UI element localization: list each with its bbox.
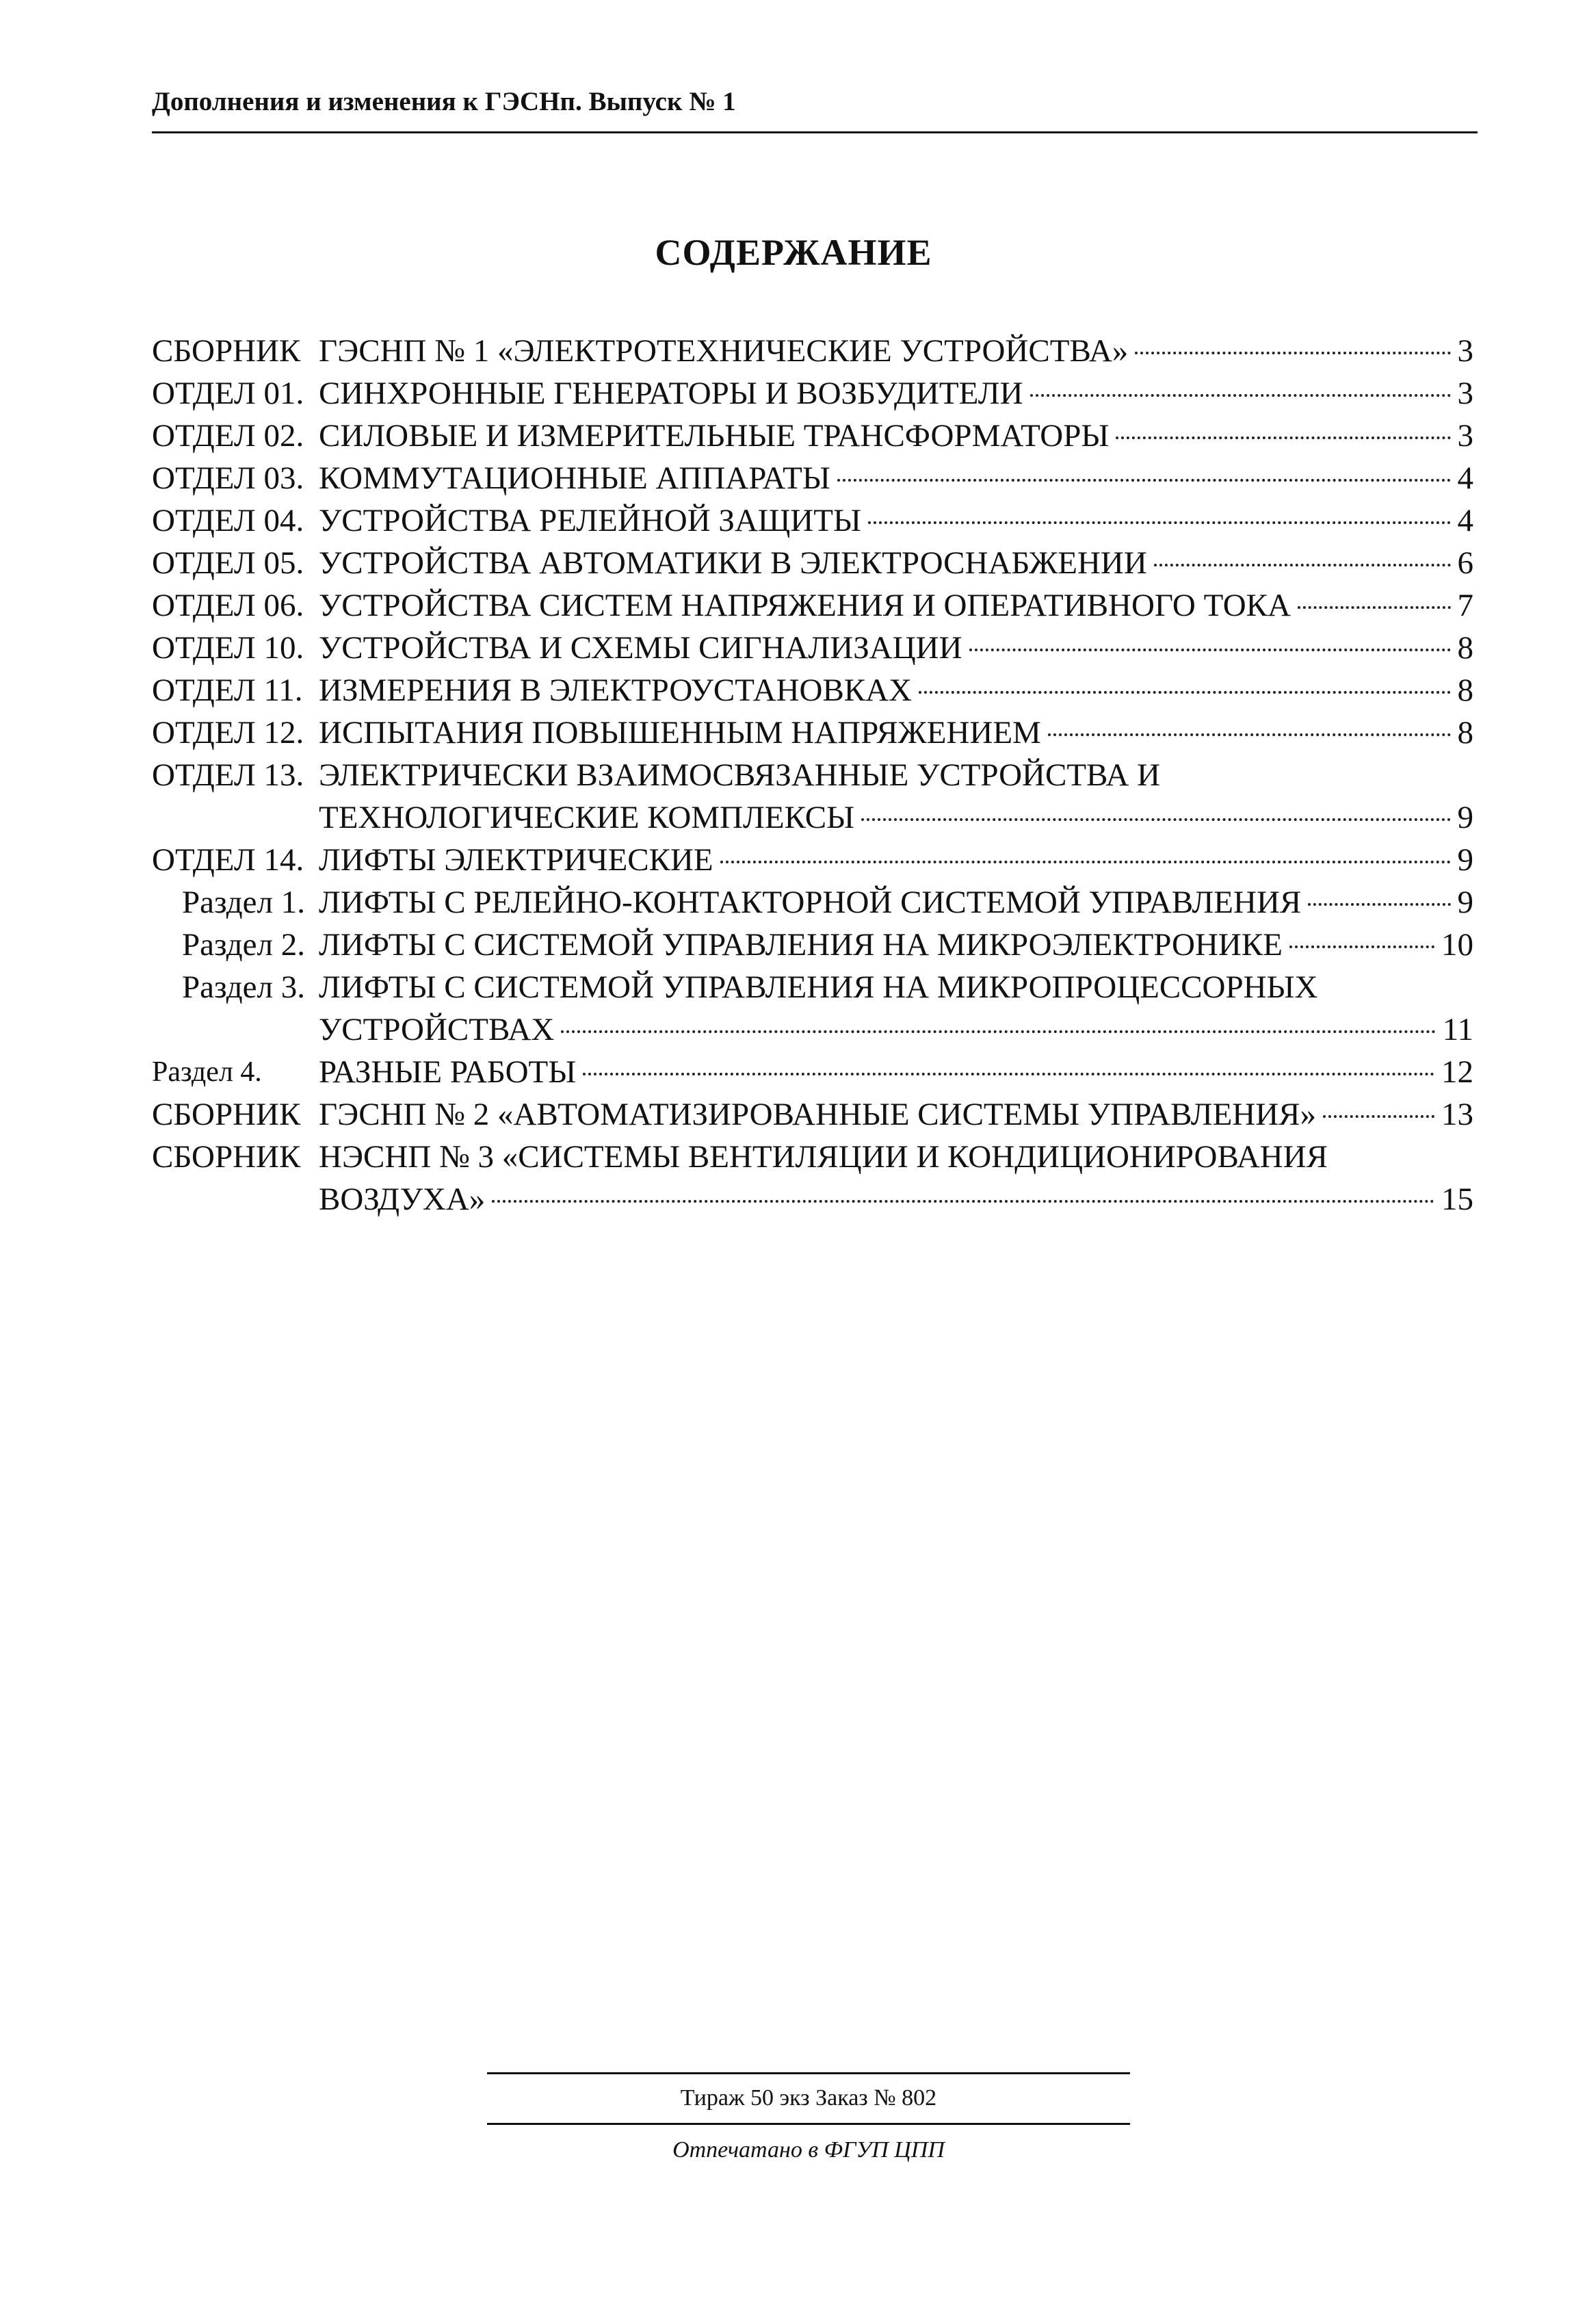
- toc-entry: [152, 1051, 1473, 1093]
- footer-rule-middle: [487, 2123, 1130, 2125]
- toc-entry-label: ОТДЕЛ 05.: [152, 545, 304, 581]
- dot-leader: [1048, 733, 1451, 736]
- dot-leader: [1135, 352, 1450, 354]
- toc-entry-label: ОТДЕЛ 03.: [152, 460, 304, 496]
- table-of-contents: [152, 330, 1473, 1220]
- toc-page-number: 4: [1457, 460, 1473, 496]
- toc-entry: [152, 1136, 1473, 1220]
- toc-page-number: 10: [1441, 927, 1473, 963]
- toc-page-number: 6: [1457, 545, 1473, 581]
- toc-page-number: 13: [1441, 1097, 1473, 1132]
- dot-leader: [919, 691, 1450, 694]
- toc-entry-label: СБОРНИК: [152, 1097, 301, 1132]
- toc-entry-title: УСТРОЙСТВА АВТОМАТИКИ В ЭЛЕКТРОСНАБЖЕНИИ: [319, 545, 1147, 581]
- running-header: Дополнения и изменения к ГЭСНп. Выпуск № 1: [152, 87, 736, 116]
- toc-entry-label: ОТДЕЛ 11.: [152, 673, 303, 708]
- dot-leader: [492, 1200, 1434, 1203]
- toc-entry: [152, 881, 1473, 924]
- toc-page-number: 9: [1457, 800, 1473, 835]
- toc-entry-label: ОТДЕЛ 14.: [152, 842, 304, 878]
- toc-entry-label: ОТДЕЛ 06.: [152, 588, 304, 623]
- toc-entry: [152, 584, 1473, 627]
- dot-leader: [868, 521, 1451, 524]
- toc-entry-title: УСТРОЙСТВА СИСТЕМ НАПРЯЖЕНИЯ И ОПЕРАТИВНОГО ТОКА: [319, 588, 1291, 623]
- toc-entry-label: СБОРНИК: [152, 333, 301, 369]
- toc-entry-title: ТЕХНОЛОГИЧЕСКИЕ КОМПЛЕКСЫ: [319, 800, 855, 835]
- toc-page-number: 9: [1457, 842, 1473, 878]
- toc-page-number: 11: [1442, 1012, 1473, 1047]
- toc-entry: [152, 924, 1473, 966]
- printer-imprint: Отпечатано в ФГУП ЦПП: [672, 2137, 945, 2163]
- toc-entry-title: УСТРОЙСТВА И СХЕМЫ СИГНАЛИЗАЦИИ: [319, 630, 962, 666]
- toc-entry-title-line: ЭЛЕКТРИЧЕСКИ ВЗАИМОСВЯЗАННЫЕ УСТРОЙСТВА И: [319, 757, 1161, 793]
- toc-entry-title: ГЭСНП № 2 «АВТОМАТИЗИРОВАННЫЕ СИСТЕМЫ УПРАВЛЕНИЯ»: [319, 1097, 1317, 1132]
- toc-entry-label: ОТДЕЛ 12.: [152, 715, 304, 750]
- footer-rule-top: [487, 2072, 1130, 2074]
- toc-page-number: 3: [1457, 418, 1473, 454]
- toc-entry-label: ОТДЕЛ 01.: [152, 376, 304, 411]
- toc-entry-title: ВОЗДУХА»: [319, 1181, 486, 1217]
- toc-entry-title: СИЛОВЫЕ И ИЗМЕРИТЕЛЬНЫЕ ТРАНСФОРМАТОРЫ: [319, 418, 1110, 454]
- toc-page-number: 12: [1441, 1054, 1473, 1090]
- dot-leader: [837, 479, 1451, 482]
- toc-entry-label: ОТДЕЛ 10.: [152, 630, 304, 666]
- toc-entry-title: УСТРОЙСТВА РЕЛЕЙНОЙ ЗАЩИТЫ: [319, 503, 861, 538]
- toc-entry-label: Раздел 4.: [152, 1056, 262, 1088]
- dot-leader: [561, 1030, 1435, 1033]
- toc-page-number: 8: [1457, 673, 1473, 708]
- dot-leader: [583, 1073, 1434, 1075]
- toc-entry: [152, 457, 1473, 499]
- toc-entry: [152, 627, 1473, 669]
- toc-entry: [152, 542, 1473, 584]
- dot-leader: [969, 649, 1451, 651]
- toc-page-number: 3: [1457, 333, 1473, 369]
- toc-entry-label: ОТДЕЛ 02.: [152, 418, 304, 454]
- toc-entry-title: ИЗМЕРЕНИЯ В ЭЛЕКТРОУСТАНОВКАХ: [319, 673, 913, 708]
- toc-entry-label: Раздел 3.: [182, 969, 305, 1005]
- dot-leader: [1298, 606, 1451, 609]
- toc-entry: [152, 966, 1473, 1051]
- dot-leader: [1154, 564, 1451, 566]
- toc-entry-title: ЛИФТЫ С РЕЛЕЙНО-КОНТАКТОРНОЙ СИСТЕМОЙ УПРАВЛЕНИЯ: [319, 885, 1302, 920]
- toc-page-number: 15: [1441, 1181, 1473, 1217]
- toc-entry-title-line: НЭСНП № 3 «СИСТЕМЫ ВЕНТИЛЯЦИИ И КОНДИЦИОНИРОВАНИЯ: [319, 1139, 1328, 1175]
- toc-entry-title: РАЗНЫЕ РАБОТЫ: [319, 1054, 577, 1090]
- toc-entry: [152, 711, 1473, 754]
- toc-page-number: 8: [1457, 630, 1473, 666]
- toc-entry-label: ОТДЕЛ 04.: [152, 503, 304, 538]
- toc-entry-title: СИНХРОННЫЕ ГЕНЕРАТОРЫ И ВОЗБУДИТЕЛИ: [319, 376, 1023, 411]
- toc-entry-title: КОММУТАЦИОННЫЕ АППАРАТЫ: [319, 460, 830, 496]
- toc-page-number: 3: [1457, 376, 1473, 411]
- toc-entry-title: ЛИФТЫ С СИСТЕМОЙ УПРАВЛЕНИЯ НА МИКРОЭЛЕКТРОНИКЕ: [319, 927, 1283, 963]
- toc-entry-title-line: ЛИФТЫ С СИСТЕМОЙ УПРАВЛЕНИЯ НА МИКРОПРОЦЕССОРНЫХ: [319, 969, 1318, 1005]
- toc-entry-label: СБОРНИК: [152, 1139, 301, 1175]
- toc-page-number: 8: [1457, 715, 1473, 750]
- toc-entry: [152, 415, 1473, 457]
- toc-entry-label: Раздел 2.: [182, 927, 305, 963]
- toc-entry-label: Раздел 1.: [182, 885, 305, 920]
- toc-entry: [152, 330, 1473, 372]
- print-run-info: Тираж 50 экз Заказ № 802: [680, 2085, 937, 2111]
- dot-leader: [720, 861, 1451, 863]
- dot-leader: [1289, 945, 1434, 948]
- toc-entry: [152, 669, 1473, 711]
- dot-leader: [1030, 394, 1451, 397]
- dot-leader: [861, 818, 1450, 821]
- dot-leader: [1116, 436, 1450, 439]
- page-title: СОДЕРЖАНИЕ: [655, 232, 932, 273]
- dot-leader: [1323, 1115, 1434, 1118]
- toc-entry-title: ЛИФТЫ ЭЛЕКТРИЧЕСКИЕ: [319, 842, 713, 878]
- dot-leader: [1308, 903, 1450, 906]
- toc-entry-title: ИСПЫТАНИЯ ПОВЫШЕННЫМ НАПРЯЖЕНИЕМ: [319, 715, 1041, 750]
- toc-page-number: 7: [1457, 588, 1473, 623]
- toc-entry-title: ГЭСНП № 1 «ЭЛЕКТРОТЕХНИЧЕСКИЕ УСТРОЙСТВА»: [319, 333, 1129, 369]
- toc-entry-title: УСТРОЙСТВАХ: [319, 1012, 555, 1047]
- toc-page-number: 9: [1457, 885, 1473, 920]
- header-rule: [152, 131, 1478, 133]
- toc-page-number: 4: [1457, 503, 1473, 538]
- toc-entry: [152, 839, 1473, 881]
- toc-entry: [152, 754, 1473, 839]
- toc-entry: [152, 499, 1473, 542]
- toc-entry: [152, 372, 1473, 415]
- toc-entry: [152, 1093, 1473, 1136]
- toc-entry-label: ОТДЕЛ 13.: [152, 757, 304, 793]
